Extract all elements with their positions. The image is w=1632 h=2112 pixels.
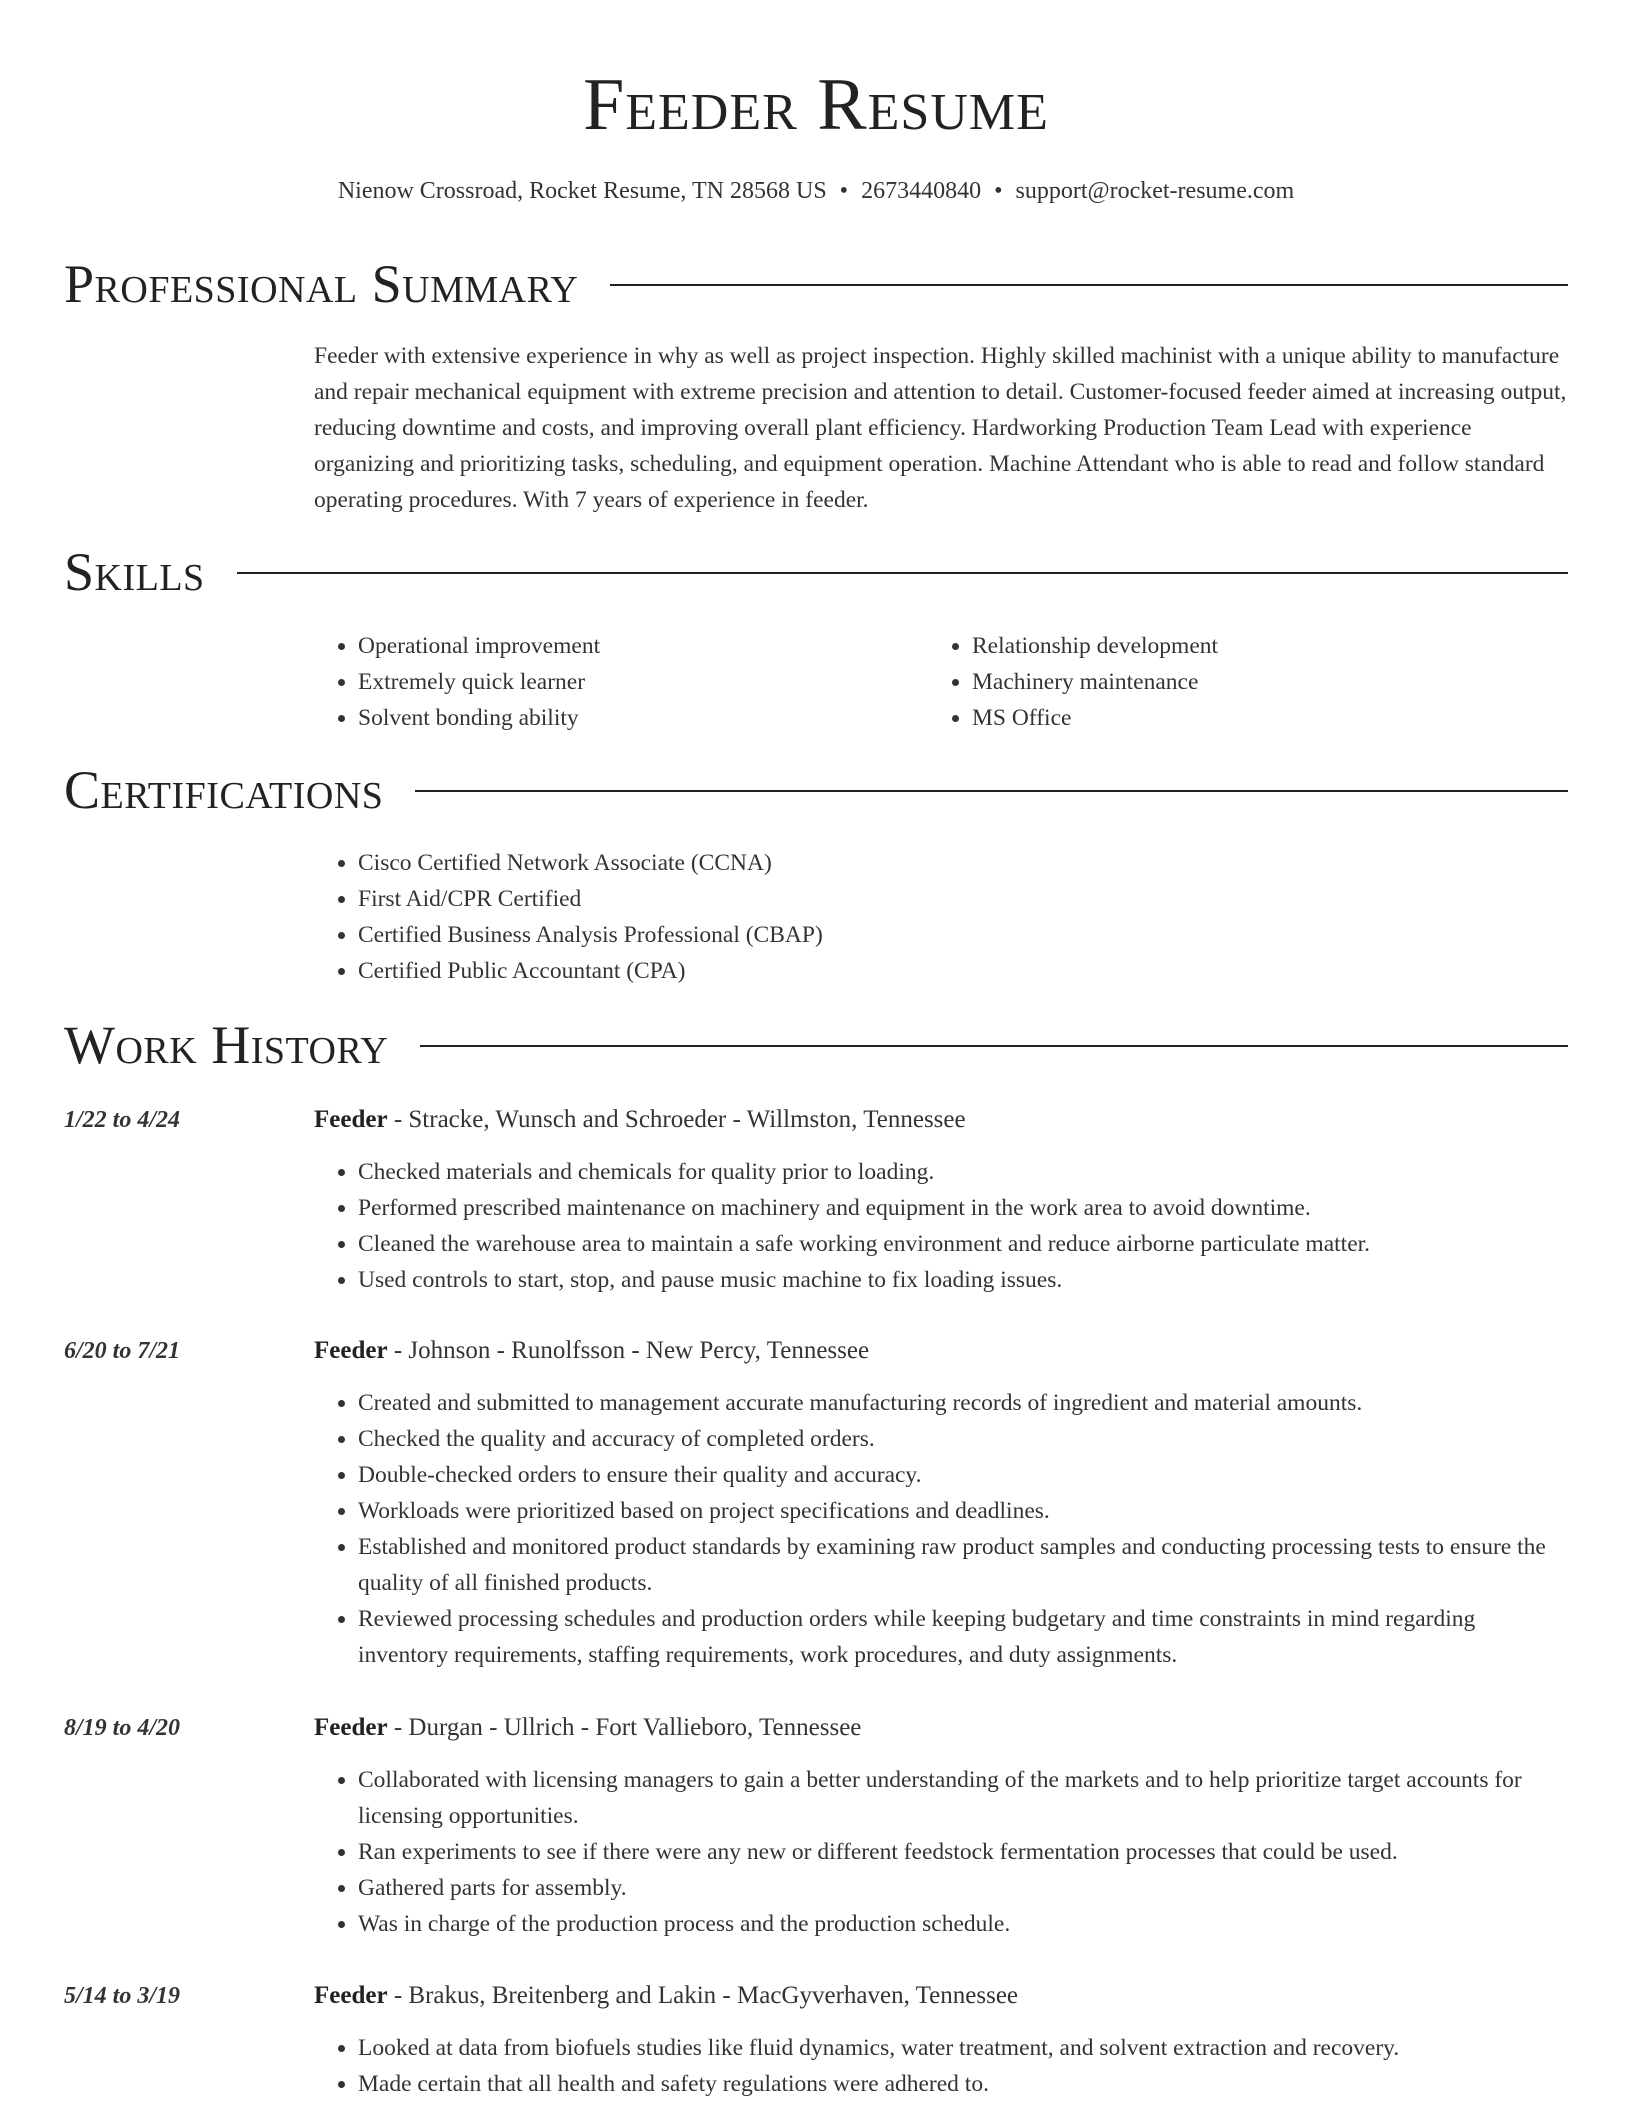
job-bullet: • Ran experiments to see if there were any new or different feedstock fermentation processes that could be used. — [358, 1834, 1568, 1870]
job-role: Feeder — [314, 1982, 388, 2009]
contact-separator: • — [839, 178, 849, 204]
job-bullet: • Looked at data from biofuels studies like fluid dynamics, water treatment, and solvent extraction and recovery. — [358, 2030, 1568, 2066]
job-title-line — [314, 1978, 1018, 2014]
job-role: Feeder — [314, 1337, 388, 1364]
certifications-list — [314, 845, 1514, 989]
job-bullet: • Made certain that all health and safety regulations were adhered to. — [358, 2066, 1568, 2102]
summary-text: Feeder with extensive experience in why as well as project inspection. Highly skilled machinist with a unique ability to manufacture and repair mechanical equipment with extreme precision and attention to detail. Customer-focused feeder aimed at increasing output, reducing downtime and costs, and improving overall plant efficiency. Hardworking Production Team Lead with experience organizing and prioritizing tasks, scheduling, and equipment operation. Machine Attendant who is able to read and follow standard operating procedures. With 7 years of experience in feeder. — [314, 343, 1567, 513]
section-divider — [415, 790, 1568, 792]
section-divider — [420, 1045, 1568, 1047]
skills-section-header — [64, 540, 1568, 604]
job-bullet: • Performed prescribed maintenance on machinery and equipment in the work area to avoid downtime. — [358, 1190, 1568, 1226]
job-title-line — [314, 1710, 861, 1746]
certification-item: • Certified Business Analysis Professional (CBAP) — [358, 917, 1514, 953]
job-bullet: • Created and submitted to management accurate manufacturing records of ingredient and material amounts. — [358, 1385, 1568, 1421]
summary-section-header — [64, 252, 1568, 316]
contact-email: support@rocket-resume.com — [1015, 178, 1295, 204]
skill-item: • Machinery maintenance — [972, 664, 1528, 700]
section-divider — [237, 572, 1568, 574]
job-bullet: • Established and monitored product standards by examining raw product samples and conducting processing tests to ensure the quality of all finished products. — [358, 1529, 1568, 1601]
contact-separator: • — [994, 178, 1003, 204]
job-bullet: • Cleaned the warehouse area to maintain a safe working environment and reduce airborne particulate matter. — [358, 1226, 1568, 1262]
skill-item: • Operational improvement — [358, 628, 914, 664]
job-bullet-list — [314, 1385, 1568, 1673]
job-dates: 6/20 to 7/21 — [64, 1338, 181, 1364]
certification-item: • Certified Public Accountant (CPA) — [358, 953, 1514, 989]
job-employer-location: - Johnson - Runolfsson - New Percy, Tennessee — [387, 1337, 870, 1364]
section-divider — [610, 284, 1568, 286]
job-dates: 5/14 to 3/19 — [64, 1983, 181, 2009]
job-bullet: • Checked the quality and accuracy of completed orders. — [358, 1421, 1568, 1457]
job-bullet: • Used controls to start, stop, and pause music machine to fix loading issues. — [358, 1262, 1568, 1298]
certification-item: • First Aid/CPR Certified — [358, 881, 1514, 917]
job-dates: 8/19 to 4/20 — [64, 1715, 181, 1741]
job-bullet: • Collaborated with licensing managers to gain a better understanding of the markets and to help prioritize target accounts for licensing opportunities. — [358, 1762, 1568, 1834]
certifications-section-header — [64, 758, 1568, 822]
skills-section-title: Skills — [64, 542, 205, 602]
contact-line — [0, 174, 1632, 208]
job-bullet: • Was in charge of the production process and the production schedule. — [358, 1906, 1568, 1942]
job-role: Feeder — [314, 1106, 388, 1133]
skills-column-left — [314, 628, 914, 736]
job-bullet: • Double-checked orders to ensure their quality and accuracy. — [358, 1457, 1568, 1493]
skill-item: • MS Office — [972, 700, 1528, 736]
contact-phone: 2673440840 — [861, 178, 982, 204]
job-bullet: • Workloads were prioritized based on project specifications and deadlines. — [358, 1493, 1568, 1529]
summary-section-title: Professional Summary — [64, 254, 579, 314]
certification-item: • Cisco Certified Network Associate (CCNA) — [358, 845, 1514, 881]
job-title-line — [314, 1333, 869, 1369]
job-bullet-list — [314, 1154, 1568, 1298]
job-bullet: • Checked materials and chemicals for quality prior to loading. — [358, 1154, 1568, 1190]
skill-item: • Extremely quick learner — [358, 664, 914, 700]
job-bullet-list — [314, 2030, 1568, 2102]
work-history-section-header — [64, 1013, 1568, 1077]
skill-item: • Solvent bonding ability — [358, 700, 914, 736]
skills-column-right — [928, 628, 1528, 736]
job-bullet: • Reviewed processing schedules and production orders while keeping budgetary and time constraints in mind regarding inventory requirements, staffing requirements, work procedures, and duty assignments. — [358, 1601, 1568, 1673]
job-role: Feeder — [314, 1714, 388, 1741]
job-dates: 1/22 to 4/24 — [64, 1107, 181, 1133]
job-bullet: • Gathered parts for assembly. — [358, 1870, 1568, 1906]
job-employer-location: - Brakus, Breitenberg and Lakin - MacGyverhaven, Tennessee — [387, 1982, 1019, 2009]
job-employer-location: - Durgan - Ullrich - Fort Vallieboro, Tennessee — [387, 1714, 862, 1741]
work-history-section-title: Work History — [64, 1015, 389, 1075]
job-title-line — [314, 1102, 966, 1138]
certifications-section-title: Certifications — [64, 760, 384, 820]
resume-name: Feeder Resume — [583, 64, 1049, 146]
job-employer-location: - Stracke, Wunsch and Schroeder - Willmston, Tennessee — [387, 1106, 966, 1133]
skill-item: • Relationship development — [972, 628, 1528, 664]
job-bullet-list — [314, 1762, 1568, 1942]
contact-address: Nienow Crossroad, Rocket Resume, TN 28568 US — [337, 178, 827, 204]
